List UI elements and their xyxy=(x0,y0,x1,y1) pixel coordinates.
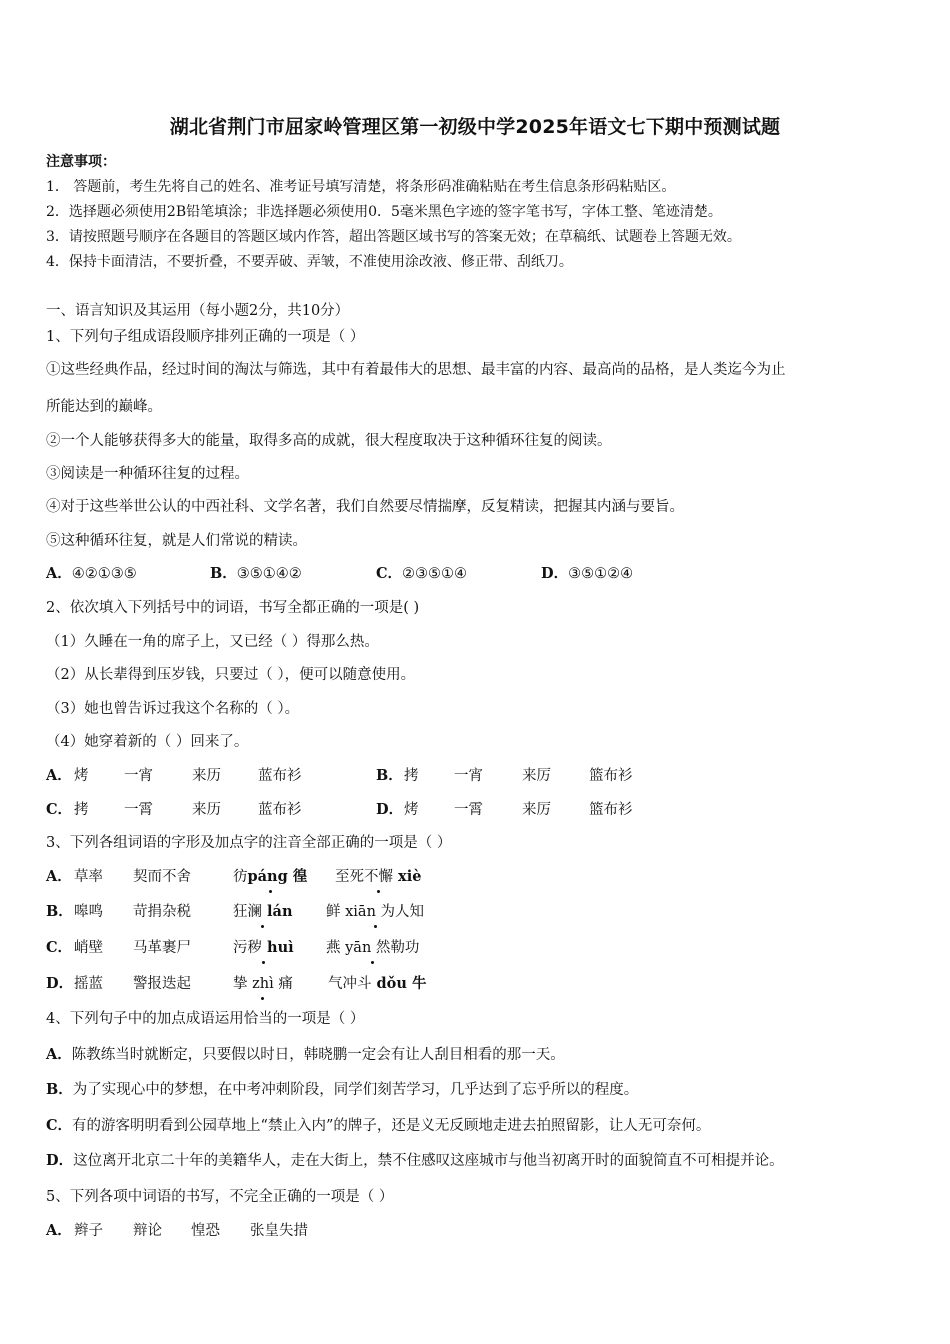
q1-sentence-4: ④对于这些举世公认的中西社科、文学名著，我们自然要尽情揣摩，反复精读，把握其内涵与要旨。 xyxy=(46,499,684,515)
q4-option-a[interactable]: A．陈教练当时就断定，只要假以时日，韩晓鹏一定会有让人刮目相看的那一天。 xyxy=(46,1046,565,1063)
q1-option-d[interactable]: D．③⑤①②④ xyxy=(541,565,634,582)
question-5-stem: 5、下列各项中词语的书写，不完全正确的一项是（ ） xyxy=(46,1189,394,1205)
q2-option-d-word-2: 一霄 xyxy=(454,802,483,818)
q1-option-c[interactable]: C．②③⑤①④ xyxy=(376,565,468,582)
q1-sentence-2: ②一个人能够获得多大的能量，取得多高的成就，很大程度取决于这种循环往复的阅读。 xyxy=(46,433,612,449)
q2-item-4: （4）她穿着新的（ ）回来了。 xyxy=(46,734,249,750)
q3-option-d-word-2: 警报迭起 xyxy=(133,976,191,992)
q2-option-b-word-1: 拷 xyxy=(404,768,419,784)
q2-item-2: （2）从长辈得到压岁钱，只要过（ ），便可以随意使用。 xyxy=(46,667,416,683)
q3-option-b-word-3: 狂澜 lán xyxy=(233,903,293,920)
q2-option-c-word-2: 一霄 xyxy=(124,802,153,818)
q2-option-b-label[interactable]: B． xyxy=(376,767,403,784)
q2-option-d-word-1: 烤 xyxy=(404,802,419,818)
q3-option-b-word-1: 嗥鸣 xyxy=(74,904,103,920)
q1-option-a[interactable]: A．④②①③⑤ xyxy=(46,565,137,582)
q2-option-c-label[interactable]: C． xyxy=(46,801,73,818)
question-4-stem: 4、下列句子中的加点成语运用恰当的一项是（ ） xyxy=(46,1011,365,1027)
q5-option-a-word-4: 张皇失措 xyxy=(250,1223,308,1239)
q2-option-a-word-1: 烤 xyxy=(74,768,89,784)
q2-option-d-word-4: 篮布衫 xyxy=(589,802,633,818)
notice-heading: 注意事项： xyxy=(46,154,116,170)
q4-option-c[interactable]: C．有的游客明明看到公园草地上“禁止入内”的牌子，还是义无反顾地走进去拍照留影，让人无可奈何。 xyxy=(46,1117,711,1134)
q2-option-c-word-3: 来历 xyxy=(192,802,221,818)
q2-option-a-word-2: 一宵 xyxy=(124,768,153,784)
q3-option-c-word-3: 污秽 huì xyxy=(233,939,294,956)
section-heading: 一、语言知识及其运用（每小题2分，共10分） xyxy=(46,303,350,319)
q1-sentence-3: ③阅读是一种循环往复的过程。 xyxy=(46,466,249,482)
q3-option-a-label[interactable]: A． xyxy=(46,868,72,885)
q5-option-a-word-2: 辩论 xyxy=(133,1223,162,1239)
q2-option-c-word-4: 蓝布衫 xyxy=(258,802,302,818)
notice-item-1: 1． 答题前，考生先将自己的姓名、准考证号填写清楚，将条形码准确粘贴在考生信息条形码粘贴区。 xyxy=(46,179,676,195)
q3-option-d-word-3: 挚 zhì 痛 xyxy=(233,976,293,992)
q2-option-d-label[interactable]: D． xyxy=(376,801,404,818)
q4-option-b[interactable]: B．为了实现心中的梦想，在中考冲刺阶段，同学们刻苦学习，几乎达到了忘乎所以的程度。 xyxy=(46,1081,639,1098)
q2-option-a-label[interactable]: A． xyxy=(46,767,72,784)
q3-option-b-word-4: 鲜 xiān 为人知 xyxy=(326,904,425,920)
notice-item-4: 4．保持卡面清洁，不要折叠，不要弄破、弄皱，不准使用涂改液、修正带、刮纸刀。 xyxy=(46,254,573,270)
q3-option-c-word-4: 燕 yān 然勒功 xyxy=(326,940,420,956)
notice-item-3: 3．请按照题号顺序在各题目的答题区域内作答，超出答题区域书写的答案无效；在草稿纸、试题卷上答题无效。 xyxy=(46,229,741,245)
q1-sentence-1a: ①这些经典作品，经过时间的淘汰与筛选，其中有着最伟大的思想、最丰富的内容、最高尚的品格，是人类迄今为止 xyxy=(46,362,786,378)
q3-option-d-word-4: 气冲斗 dǒu 牛 xyxy=(328,975,427,992)
q2-option-d-word-3: 来厉 xyxy=(522,802,551,818)
q2-option-a-word-3: 来历 xyxy=(192,768,221,784)
q2-option-b-word-3: 来厉 xyxy=(522,768,551,784)
q1-sentence-1b: 所能达到的巅峰。 xyxy=(46,399,162,415)
q3-option-d-word-1: 摇蓝 xyxy=(74,976,103,992)
q2-option-b-word-4: 篮布衫 xyxy=(589,768,633,784)
q2-option-a-word-4: 蓝布衫 xyxy=(258,768,302,784)
q3-option-b-word-2: 苛捐杂税 xyxy=(133,904,191,920)
q3-option-c-word-2: 马革裹尸 xyxy=(133,940,191,956)
q3-option-b-label[interactable]: B． xyxy=(46,903,73,920)
question-3-stem: 3、下列各组词语的字形及加点字的注音全部正确的一项是（ ） xyxy=(46,835,452,851)
q3-option-a-word-3: 彷páng 徨 xyxy=(233,868,308,885)
q1-sentence-5: ⑤这种循环往复，就是人们常说的精读。 xyxy=(46,533,307,549)
q5-option-a-word-3: 惶恐 xyxy=(191,1223,220,1239)
q5-option-a-label[interactable]: A． xyxy=(46,1222,72,1239)
q3-option-a-word-4: 至死不懈 xiè xyxy=(335,868,422,885)
page-title: 湖北省荆门市屈家岭管理区第一初级中学2025年语文七下期中预测试题 xyxy=(169,116,781,138)
q4-option-d[interactable]: D．这位离开北京二十年的美籍华人，走在大街上，禁不住感叹这座城市与他当初离开时的面貌简直不可相提并论。 xyxy=(46,1152,784,1169)
q3-option-d-label[interactable]: D． xyxy=(46,975,74,992)
notice-item-2: 2．选择题必须使用2B铅笔填涂；非选择题必须使用0．5毫米黑色字迹的签字笔书写，字体工整、笔迹清楚。 xyxy=(46,204,722,220)
q3-option-a-word-1: 草率 xyxy=(74,869,103,885)
q3-option-c-label[interactable]: C． xyxy=(46,939,73,956)
question-1-stem: 1、下列句子组成语段顺序排列正确的一项是（ ） xyxy=(46,329,365,345)
q2-item-3: （3）她也曾告诉过我这个名称的（ ）。 xyxy=(46,701,300,717)
q1-option-b[interactable]: B．③⑤①④② xyxy=(210,565,302,582)
q3-option-a-word-2: 契而不舍 xyxy=(133,869,191,885)
q2-option-c-word-1: 拷 xyxy=(74,802,89,818)
q5-option-a-word-1: 辫子 xyxy=(74,1223,103,1239)
question-2-stem: 2、依次填入下列括号中的词语，书写全都正确的一项是( ) xyxy=(46,600,420,616)
q2-option-b-word-2: 一宵 xyxy=(454,768,483,784)
q3-option-c-word-1: 峭壁 xyxy=(74,940,103,956)
q2-item-1: （1）久睡在一角的席子上，又已经（ ）得那么热。 xyxy=(46,634,379,650)
